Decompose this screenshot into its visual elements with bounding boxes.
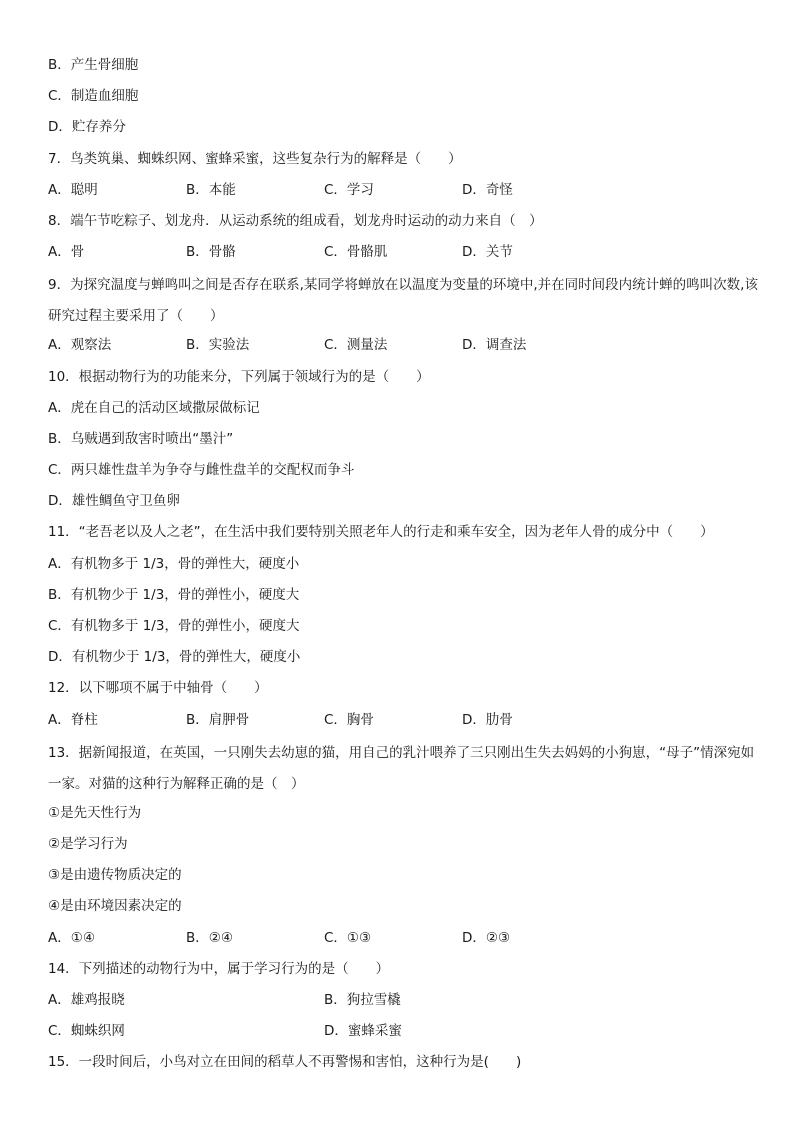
q13-item-4: ④是由环境因素决定的	[48, 898, 182, 915]
q14-option-d: D．蜜蜂采蜜	[324, 1023, 402, 1040]
q15-stem: 15．一段时间后，小鸟对立在田间的稻草人不再警惕和害怕，这种行为是( )	[48, 1054, 522, 1071]
q10-option-b: B．乌贼遇到敌害时喷出“墨汁”	[48, 430, 234, 447]
q13-option-c: C．①③	[324, 929, 372, 946]
q10-option-a: A．虎在自己的活动区域撒尿做标记	[48, 399, 260, 416]
q8-option-a: A．骨	[48, 244, 85, 261]
q14-stem: 14．下列描述的动物行为中，属于学习行为的是（ ）	[48, 960, 390, 977]
q6-option-c: C．制造血细胞	[48, 88, 139, 105]
q12-stem: 12．以下哪项不属于中轴骨（ ）	[48, 680, 268, 697]
q7-option-c: C．学习	[324, 181, 374, 198]
q11-option-b: B．有机物少于 1/3，骨的弹性小，硬度大	[48, 586, 300, 603]
q13-option-b: B．②④	[186, 929, 233, 946]
q13-option-a: A．①④	[48, 929, 95, 946]
q8-option-c: C．骨骼肌	[324, 244, 388, 261]
q10-option-c: C．两只雄性盘羊为争夺与雌性盘羊的交配权而争斗	[48, 462, 355, 479]
q13-stem: 13．据新闻报道，在英国，一只刚失去幼崽的猫，用自己的乳汁喂养了三只刚出生失去妈妈的小狗崽，“母子”情深宛如一家。对猫的这种行为解释正确的是（ ）	[48, 744, 755, 792]
q13-item-1: ①是先天性行为	[48, 804, 142, 821]
q6-option-b: B．产生骨细胞	[48, 57, 139, 73]
q11-stem: 11．“老吾老以及人之老”，在生活中我们要特别关照老年人的行走和乘车安全，因为老年人骨的成分中（ ）	[48, 524, 714, 541]
q9-option-b: B．实验法	[186, 337, 250, 354]
q12-option-a: A．脊柱	[48, 711, 98, 728]
q12-option-b: B．肩胛骨	[186, 711, 250, 728]
q10-stem: 10．根据动物行为的功能来分，下列属于领域行为的是（ ）	[48, 368, 430, 385]
q9-option-d: D．调查法	[462, 337, 527, 354]
q6-option-d: D．贮存养分	[48, 119, 126, 136]
q13-option-d: D．②③	[462, 929, 511, 946]
q7-option-a: A．聪明	[48, 181, 98, 198]
q12-option-d: D．肋骨	[462, 711, 513, 728]
q7-option-d: D．奇怪	[462, 181, 513, 198]
q14-option-a: A．雄鸡报晓	[48, 991, 125, 1008]
q13-item-3: ③是由遗传物质决定的	[48, 867, 182, 884]
q8-stem: 8．端午节吃粽子、划龙舟．从运动系统的组成看，划龙舟时运动的动力来自（ ）	[48, 212, 543, 229]
q14-options-row1	[48, 987, 758, 1018]
q14-options-row2	[48, 1018, 758, 1049]
q7-stem: 7．鸟类筑巢、蜘蛛织网、蜜蜂采蜜，这些复杂行为的解释是（ ）	[48, 150, 462, 167]
q11-option-d: D．有机物少于 1/3，骨的弹性大，硬度小	[48, 649, 301, 666]
q13-options	[48, 925, 758, 956]
q14-option-b: B．狗拉雪橇	[324, 991, 401, 1008]
q11-option-c: C．有机物多于 1/3，骨的弹性小，硬度大	[48, 618, 300, 634]
q8-options	[48, 239, 758, 270]
q8-option-b: B．骨骼	[186, 244, 236, 261]
q13-item-2: ②是学习行为	[48, 835, 128, 852]
q9-stem: 9．为探究温度与蝉鸣叫之间是否存在联系,某同学将蝉放在以温度为变量的环境中,并在同时间段内统计蝉的鸣叫次数,该研究过程主要采用了（ ）	[48, 277, 758, 325]
q12-options	[48, 707, 758, 738]
q9-option-c: C．测量法	[324, 337, 388, 354]
q7-options	[48, 177, 758, 208]
q11-option-a: A．有机物多于 1/3，骨的弹性大，硬度小	[48, 555, 300, 572]
q14-option-c: C．蜘蛛织网	[48, 1023, 125, 1040]
q9-options	[48, 332, 758, 363]
q10-option-d: D．雄性鲷鱼守卫鱼卵	[48, 493, 180, 510]
q7-option-b: B．本能	[186, 181, 236, 198]
q9-option-a: A．观察法	[48, 337, 112, 354]
q8-option-d: D．关节	[462, 244, 513, 261]
worksheet-page	[48, 52, 758, 1080]
q12-option-c: C．胸骨	[324, 711, 374, 728]
